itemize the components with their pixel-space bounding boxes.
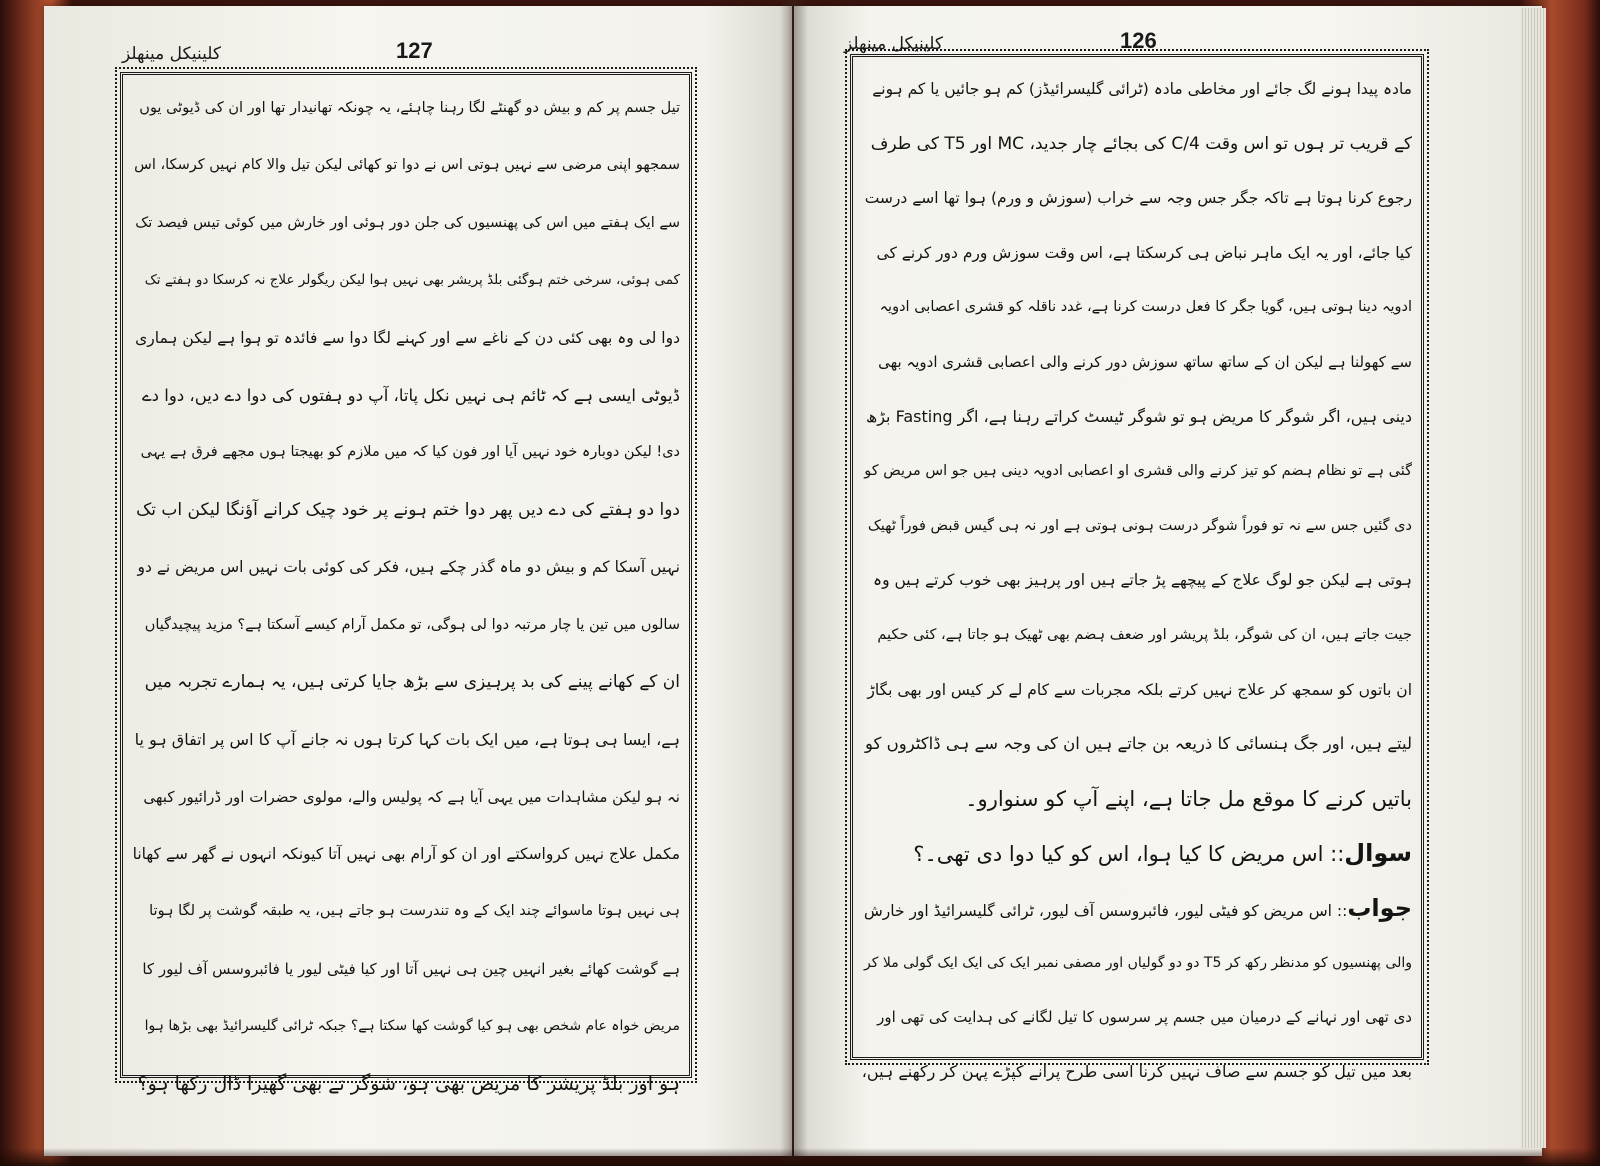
right-running-head xyxy=(794,24,1542,58)
text-line: کیا جائے، اور یہ ایک ماہر نباض ہی کرسکتا ہے، اس وقت سوزش ورم دور کرنے کی xyxy=(876,243,1412,262)
answer-label: جواب xyxy=(1347,893,1412,922)
text-line: مادہ پیدا ہونے لگ جائے اور مخاطی مادہ (ٹرائی گلیسرائیڈز) کم ہو جائیں یا کم ہونے xyxy=(872,80,1412,98)
text-line: سے کھولنا ہے لیکن ان کے ساتھ ساتھ سوزش دور کرنے والی اعصابی قشری ادویہ بھی xyxy=(878,352,1412,371)
page-edges xyxy=(1520,8,1546,1148)
text-line: مریض خواہ عام شخص بھی ہو کیا گوشت کھا سکتا ہے؟ جبکہ ٹرائی گلیسرائیڈ بھی بڑھا ہوا xyxy=(144,1018,680,1035)
right-body-text xyxy=(862,62,1412,1099)
text-line: دوا لی وہ بھی کئی دن کے ناغے سے اور کہنے لگا دوا سے فائدہ تو ہوا ہے لیکن ہماری xyxy=(135,328,680,347)
question-label: سوال xyxy=(1344,839,1412,868)
text-line: ہو اور بلڈ پریشر کا مریض بھی ہو، شوگر نے بھی گھیرا ڈال رکھا ہو؟ xyxy=(137,1072,680,1095)
right-page xyxy=(794,6,1542,1156)
text-line: ان باتوں کو سمجھ کر علاج نہیں کرتے بلکہ مجربات سے کام لے کر کیس اور بھی بگاڑ xyxy=(867,680,1412,699)
text-line: کے قریب تر ہوں تو اس وقت C/4 کی بجائے چار جدید، MC اور T5 کی طرف xyxy=(870,133,1412,154)
answer-text: :: اس مریض کو فیٹی لیور، فائبروسس آف لیور، ٹرائی گلیسرائیڈ اور خارش xyxy=(863,901,1348,920)
text-line: سالوں میں تین یا چار مرتبہ دوا لی ہوگی، تو مکمل آرام کیسے آسکتا ہے؟ مزید پیچیدگیاں xyxy=(144,616,680,633)
text-line: نہ ہو لیکن مشاہدات میں یہی آیا ہے کہ پولیس والے، مولوی حضرات اور ڈرائیور کبھی xyxy=(143,787,680,806)
text-line: ہی نہیں ہوتا ماسوائے چند ایک کے وہ تندرست ہو جاتے ہیں، یہ طبقہ گوشت پر لگا ہوتا xyxy=(149,903,680,920)
bottom-shadow xyxy=(0,1148,1600,1166)
text-line: جیت جاتے ہیں، ان کی شوگر، بلڈ پریشر اور ضعف ہضم بھی ٹھیک ہو جاتا ہے، کئی حکیم xyxy=(877,626,1412,643)
text-line: ہوتی ہے لیکن جو لوگ علاج کے پیچھے پڑ جاتے ہیں اور پرہیز بھی خوب کرتے ہیں وہ xyxy=(873,571,1412,590)
text-line: ان کے کھانے پینے کی بد پرہیزی سے بڑھ جایا کرتی ہیں، یہ ہمارے تجربہ میں xyxy=(144,671,680,692)
text-line: کمی ہوئی، سرخی ختم ہوگئی بلڈ پریشر بھی نہیں ہوا لیکن ریگولر علاج نہ کرسکا دو ہفتے تک xyxy=(144,272,680,289)
text-line: دینی ہیں، اگر شوگر کا مریض ہو تو شوگر ٹیسٹ کراتے رہنا ہے، اگر Fasting بڑھ xyxy=(866,406,1412,426)
text-line: لیتے ہیں، اور جگ ہنسائی کا ذریعہ بن جاتے ہیں ان کی وجہ سے ہی ڈاکٹروں کو xyxy=(865,734,1412,754)
text-line: باتیں کرنے کا موقع مل جاتا ہے، اپنے آپ کو سنوارو۔ xyxy=(965,786,1412,811)
text-line: ہے گوشت کھائے بغیر انہیں چین ہی نہیں آتا اور کیا فیٹی لیور یا فائبروسس آف لیور کا xyxy=(142,959,680,978)
text-line: ہے، ایسا ہی ہوتا ہے، میں ایک بات کہا کرتا ہوں نہ جانے آپ کا اس پر اتفاق ہو یا xyxy=(134,730,680,750)
text-line: ڈیوٹی ایسی ہے کہ ٹائم ہی نہیں نکل پاتا، آپ دو ہفتوں کی دوا دے دیں، دوا دے xyxy=(142,385,680,405)
question-text: :: اس مریض کا کیا ہوا، اس کو کیا دوا دی تھی۔؟ xyxy=(913,842,1345,867)
question-line xyxy=(862,826,1412,881)
text-line: رجوع کرنا ہوتا ہے تاکہ جگر جس وجہ سے خراب (سوزش و ورم) ہوا تھا اسے درست xyxy=(864,189,1412,208)
page-number: 127 xyxy=(396,38,433,63)
text-line: دی تھی اور نہانے کے درمیان میں جسم پر سرسوں کا تیل لگانے کی ہدایت کی تھی اور xyxy=(877,1008,1412,1027)
text-line: سے ایک ہفتے میں اس کی پھنسیوں کی جلن دور ہوئی اور خارش میں کوئی تیس فیصد تک xyxy=(135,214,680,231)
left-running-head xyxy=(44,24,792,64)
text-line: تیل جسم پر کم و بیش دو گھنٹے لگا رہنا چاہئے، یہ چونکہ تھانیدار تھا اور ان کی ڈیوٹی یوں xyxy=(139,100,680,116)
left-body-text xyxy=(132,80,680,1113)
text-line: ادویہ دینا ہوتی ہیں، گویا جگر کا فعل درست کرنا ہے، غدد ناقلہ کو قشری اعصابی ادویہ xyxy=(879,299,1412,316)
text-line: مکمل علاج نہیں کرواسکتے اور ان کو آرام بھی نہیں آتا کیونکہ انہوں نے گھر سے کھانا xyxy=(132,845,680,864)
answer-line xyxy=(862,881,1412,936)
book-title: کلینیکل مینھلز xyxy=(122,44,221,64)
text-line: دوا دو ہفتے کی دے دیں پھر دوا ختم ہونے پر خود چیک کرانے آؤنگا لیکن اب تک xyxy=(136,499,680,520)
book-title: کلینیکل مینھلز xyxy=(844,34,943,54)
text-line: دی گئیں جس سے نہ تو فوراً شوگر درست ہونی ہوتی ہے اور نہ ہی گیس قبض فوراً ٹھیک xyxy=(867,517,1412,534)
text-line: والی پھنسیوں کو مدنظر رکھ کر T5 دو دو گولیاں اور مصفی نمبر ایک کی ایک ایک گولی ملا کر xyxy=(864,954,1412,971)
text-line: نہیں آسکا کم و بیش دو ماہ گذر چکے ہیں، فکر کی کوئی بات نہیں اس مریض نے دو xyxy=(137,558,680,577)
page-number: 126 xyxy=(1120,28,1157,53)
left-page xyxy=(44,6,792,1156)
text-line: گئی ہے تو نظام ہضم کو تیز کرنے والی قشری او اعصابی ادویہ دینی ہیں جو اس مریض کو xyxy=(864,463,1412,480)
text-line: دی! لیکن دوبارہ خود نہیں آیا اور فون کیا کہ میں ملازم کو بھیجتا ہوں مجھے فرق ہے یہی xyxy=(140,444,680,461)
text-line: بعد میں تیل کو جسم سے صاف نہیں کرنا اسی طرح پرانے کپڑے پہن کر رکھنے ہیں، xyxy=(862,1061,1412,1081)
book-gutter xyxy=(780,0,808,1166)
text-line: سمجھو اپنی مرضی سے نہیں ہوتی اس نے دوا تو کھائی لیکن تیل والا کام نہیں کرسکا، اس xyxy=(134,157,680,174)
